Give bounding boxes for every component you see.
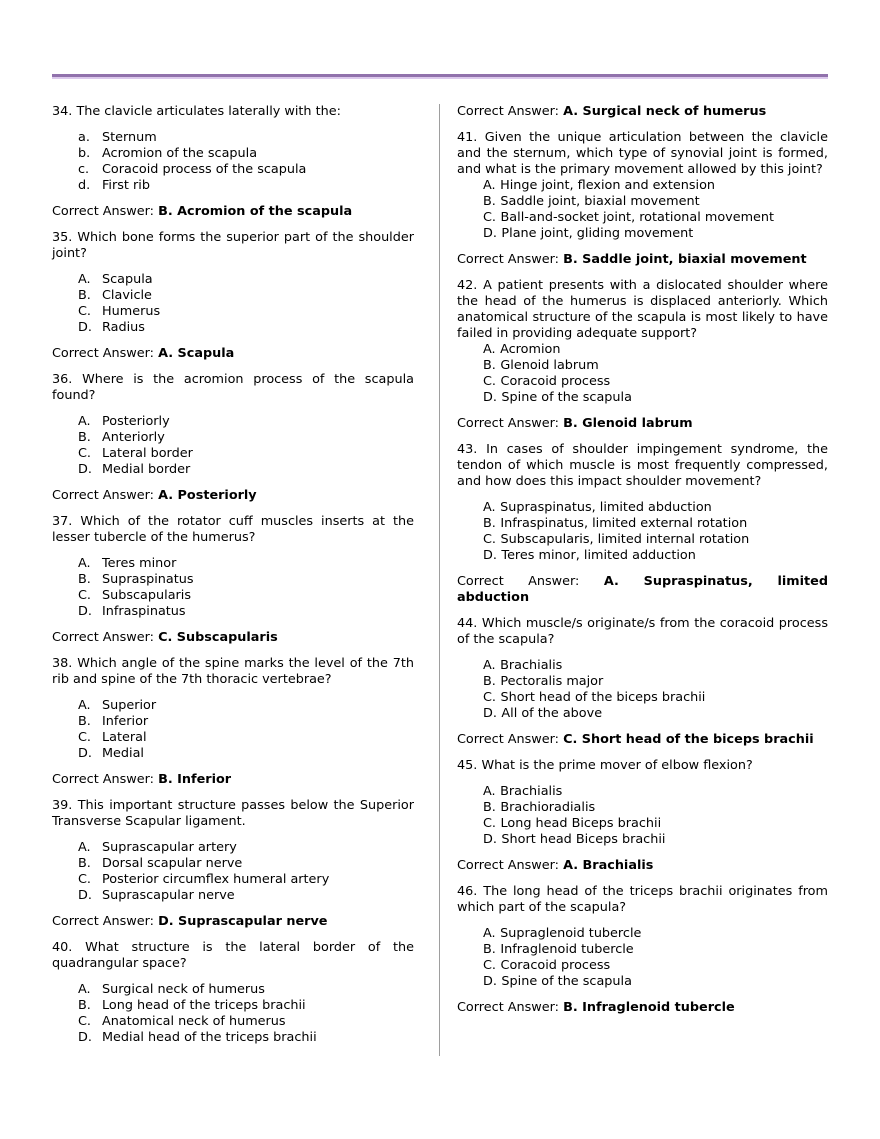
- option-item: [483, 926, 828, 942]
- question-text: [52, 656, 414, 688]
- correct-answer-label: Correct Answer:: [52, 630, 154, 645]
- option-item: [483, 658, 828, 674]
- option-letter: C.: [78, 446, 92, 461]
- option-text: Radius: [102, 320, 145, 335]
- question-number: 46.: [457, 884, 478, 899]
- question-text: [457, 130, 828, 178]
- option-item: [483, 784, 828, 800]
- option-text: Teres minor, limited adduction: [501, 548, 696, 563]
- question-number: 39.: [52, 798, 73, 813]
- option-letter: A.: [78, 840, 91, 855]
- option-letter: D.: [78, 746, 92, 761]
- option-item: [78, 146, 414, 162]
- question-text-content: This important structure passes below the Superior Transverse Scapular ligament.: [52, 798, 414, 829]
- option-text: Suprascapular nerve: [102, 888, 235, 903]
- option-item: [78, 178, 414, 194]
- option-text: Superior: [102, 698, 157, 713]
- option-text: Posteriorly: [102, 414, 170, 429]
- question-text-content: Which bone forms the superior part of the shoulder joint?: [52, 230, 414, 261]
- option-text: Humerus: [102, 304, 161, 319]
- correct-answer-value: B. Inferior: [158, 772, 232, 787]
- option-text: Supraspinatus, limited abduction: [500, 500, 712, 515]
- option-text: Medial border: [102, 462, 191, 477]
- option-letter: A.: [78, 414, 91, 429]
- option-text: Brachialis: [500, 784, 563, 799]
- question-block: [52, 798, 414, 930]
- option-item: [483, 706, 828, 722]
- question-text: [52, 940, 414, 972]
- option-item: [483, 342, 828, 358]
- option-item: [483, 374, 828, 390]
- option-letter: C.: [483, 958, 497, 973]
- option-text: Coracoid process: [500, 958, 611, 973]
- question-number: 35.: [52, 230, 73, 245]
- correct-answer-label: Correct Answer:: [457, 732, 559, 747]
- option-text: Inferior: [102, 714, 149, 729]
- correct-answer-label: Correct Answer:: [457, 1000, 559, 1015]
- option-item: [483, 500, 828, 516]
- question-number: 43.: [457, 442, 478, 457]
- option-letter: A.: [483, 500, 496, 515]
- correct-answer-line: [52, 346, 414, 362]
- option-text: Suprascapular artery: [102, 840, 237, 855]
- option-item: [78, 462, 414, 478]
- option-text: All of the above: [501, 706, 603, 721]
- option-item: [483, 226, 828, 242]
- option-text: Anteriorly: [102, 430, 165, 445]
- option-item: [78, 304, 414, 320]
- options-list: [457, 178, 828, 242]
- option-item: [78, 130, 414, 146]
- question-text: [52, 798, 414, 830]
- question-block: [457, 758, 828, 874]
- option-text: Hinge joint, flexion and extension: [500, 178, 716, 193]
- option-item: [483, 816, 828, 832]
- option-item: [78, 320, 414, 336]
- option-letter: c.: [78, 162, 90, 177]
- option-text: Lateral: [102, 730, 147, 745]
- option-letter: B.: [78, 998, 91, 1013]
- options-list: [52, 698, 414, 762]
- option-item: [78, 872, 414, 888]
- correct-answer-label: Correct Answer:: [52, 772, 154, 787]
- option-item: [78, 272, 414, 288]
- question-number: 45.: [457, 758, 478, 773]
- option-letter: D.: [78, 462, 92, 477]
- option-letter: D.: [78, 1030, 92, 1045]
- option-text: Subscapularis, limited internal rotation: [500, 532, 750, 547]
- correct-answer-line: [52, 772, 414, 788]
- option-letter: A.: [483, 178, 496, 193]
- option-text: Short head of the biceps brachii: [500, 690, 706, 705]
- correct-answer-value: B. Glenoid labrum: [563, 416, 693, 431]
- question-text: [52, 230, 414, 262]
- option-item: [78, 588, 414, 604]
- question-block: [52, 940, 414, 1046]
- question-text-content: Where is the acromion process of the scapula found?: [52, 372, 414, 403]
- question-block: [52, 372, 414, 504]
- option-text: Long head of the triceps brachii: [102, 998, 306, 1013]
- question-text-content: In cases of shoulder impingement syndrome, the tendon of which muscle is most frequently compressed, and how does this impact shoulder movement?: [457, 442, 828, 489]
- option-text: First rib: [102, 178, 150, 193]
- options-list: [457, 342, 828, 406]
- option-letter: C.: [483, 690, 497, 705]
- option-letter: C.: [483, 374, 497, 389]
- correct-answer-line: [52, 914, 414, 930]
- question-number: 44.: [457, 616, 478, 631]
- correct-answer-label: Correct Answer:: [457, 574, 580, 589]
- option-letter: B.: [78, 288, 91, 303]
- option-text: Acromion of the scapula: [102, 146, 258, 161]
- options-list: [457, 926, 828, 990]
- option-item: [483, 800, 828, 816]
- option-item: [78, 840, 414, 856]
- correct-answer-label: Correct Answer:: [457, 104, 559, 119]
- correct-answer-line: [457, 252, 828, 268]
- option-letter: B.: [483, 800, 496, 815]
- option-text: Surgical neck of humerus: [102, 982, 265, 997]
- question-text-content: A patient presents with a dislocated shoulder where the head of the humerus is displaced anteriorly. Which anatomical structure of the scapula is most likely to have failed in providing adequate support?: [457, 278, 828, 341]
- option-letter: C.: [78, 588, 92, 603]
- question-number: 38.: [52, 656, 73, 671]
- correct-answer-value: C. Short head of the biceps brachii: [563, 732, 814, 747]
- option-letter: d.: [78, 178, 91, 193]
- option-item: [483, 548, 828, 564]
- question-number: 42.: [457, 278, 478, 293]
- question-text-content: What is the prime mover of elbow flexion?: [481, 758, 753, 773]
- question-text: [52, 104, 414, 120]
- option-text: Medial: [102, 746, 144, 761]
- question-block: [52, 514, 414, 646]
- correct-answer-line: [457, 416, 828, 432]
- option-letter: B.: [78, 856, 91, 871]
- correct-answer-line: [52, 204, 414, 220]
- option-item: [78, 998, 414, 1014]
- option-text: Medial head of the triceps brachii: [102, 1030, 317, 1045]
- option-text: Dorsal scapular nerve: [102, 856, 243, 871]
- correct-answer-value: A. Posteriorly: [158, 488, 257, 503]
- option-letter: B.: [483, 516, 496, 531]
- option-item: [78, 1030, 414, 1046]
- option-item: [78, 730, 414, 746]
- option-letter: B.: [483, 358, 496, 373]
- options-list: [52, 556, 414, 620]
- correct-answer-label: Correct Answer:: [52, 488, 154, 503]
- option-letter: A.: [78, 698, 91, 713]
- option-item: [483, 210, 828, 226]
- option-letter: A.: [483, 658, 496, 673]
- question-text-content: Given the unique articulation between the clavicle and the sternum, which type of synovial joint is formed, and what is the primary movement allowed by this joint?: [457, 130, 828, 177]
- option-item: [78, 572, 414, 588]
- option-letter: B.: [78, 430, 91, 445]
- option-letter: D.: [78, 888, 92, 903]
- question-block: [457, 278, 828, 432]
- question-text-content: The clavicle articulates laterally with the:: [76, 104, 341, 119]
- question-number: 40.: [52, 940, 73, 955]
- correct-answer-line: [52, 488, 414, 504]
- correct-answer-line: [457, 858, 828, 874]
- option-item: [483, 958, 828, 974]
- correct-answer-line: [52, 630, 414, 646]
- option-letter: C.: [483, 210, 497, 225]
- correct-answer-value: B. Infraglenoid tubercle: [563, 1000, 735, 1015]
- option-text: Teres minor: [102, 556, 177, 571]
- option-letter: D.: [483, 548, 497, 563]
- option-text: Infraspinatus, limited external rotation: [500, 516, 748, 531]
- option-item: [483, 390, 828, 406]
- correct-answer-line: [457, 1000, 828, 1016]
- question-block: [457, 616, 828, 748]
- option-letter: A.: [78, 556, 91, 571]
- option-item: [483, 690, 828, 706]
- option-item: [78, 430, 414, 446]
- option-item: [78, 746, 414, 762]
- correct-answer-label: Correct Answer:: [52, 346, 154, 361]
- option-item: [78, 1014, 414, 1030]
- correct-answer-value: B. Saddle joint, biaxial movement: [563, 252, 807, 267]
- question-text: [457, 616, 828, 648]
- option-text: Subscapularis: [102, 588, 192, 603]
- option-letter: A.: [483, 784, 496, 799]
- option-text: Saddle joint, biaxial movement: [500, 194, 700, 209]
- option-letter: C.: [78, 872, 92, 887]
- option-item: [483, 178, 828, 194]
- option-letter: D.: [483, 390, 497, 405]
- option-letter: C.: [78, 304, 92, 319]
- options-list: [457, 500, 828, 564]
- option-letter: B.: [483, 674, 496, 689]
- left-column: [52, 104, 414, 1056]
- options-list: [52, 414, 414, 478]
- page-content: [52, 104, 828, 1056]
- option-text: Brachioradialis: [500, 800, 596, 815]
- question-text-content: Which angle of the spine marks the level of the 7th rib and spine of the 7th thoracic vertebrae?: [52, 656, 414, 687]
- option-letter: D.: [483, 832, 497, 847]
- correct-answer-value: A. Scapula: [158, 346, 235, 361]
- option-letter: a.: [78, 130, 90, 145]
- option-text: Short head Biceps brachii: [501, 832, 666, 847]
- right-column: [457, 104, 828, 1056]
- options-list: [52, 130, 414, 194]
- option-text: Spine of the scapula: [501, 974, 632, 989]
- question-text: [52, 372, 414, 404]
- options-list: [52, 840, 414, 904]
- option-letter: D.: [78, 320, 92, 335]
- option-letter: b.: [78, 146, 91, 161]
- options-list: [52, 982, 414, 1046]
- question-text: [457, 884, 828, 916]
- option-letter: A.: [78, 982, 91, 997]
- option-item: [483, 358, 828, 374]
- correct-answer-value: A. Supraspinatus, limited abduction: [457, 574, 828, 605]
- option-item: [78, 556, 414, 572]
- option-text: Supraglenoid tubercle: [500, 926, 642, 941]
- option-item: [78, 714, 414, 730]
- correct-answer-line: [457, 732, 828, 748]
- header-rule: [52, 74, 828, 79]
- option-item: [78, 888, 414, 904]
- option-letter: C.: [483, 532, 497, 547]
- options-list: [457, 658, 828, 722]
- option-letter: C.: [78, 1014, 92, 1029]
- option-text: Infraglenoid tubercle: [500, 942, 634, 957]
- question-number: 34.: [52, 104, 73, 119]
- option-text: Sternum: [102, 130, 157, 145]
- question-block: [457, 442, 828, 606]
- option-text: Coracoid process of the scapula: [102, 162, 307, 177]
- option-letter: D.: [78, 604, 92, 619]
- correct-answer-line: [457, 574, 828, 606]
- option-item: [78, 446, 414, 462]
- question-number: 41.: [457, 130, 478, 145]
- column-divider: [439, 104, 440, 1056]
- correct-answer-value: B. Acromion of the scapula: [158, 204, 353, 219]
- option-text: Infraspinatus: [102, 604, 186, 619]
- option-letter: B.: [78, 714, 91, 729]
- question-block: [52, 230, 414, 362]
- options-list: [457, 784, 828, 848]
- question-block: [457, 104, 828, 120]
- option-text: Scapula: [102, 272, 153, 287]
- question-text-content: What structure is the lateral border of the quadrangular space?: [52, 940, 414, 971]
- question-text-content: The long head of the triceps brachii originates from which part of the scapula?: [457, 884, 828, 915]
- question-number: 36.: [52, 372, 73, 387]
- option-text: Glenoid labrum: [500, 358, 599, 373]
- option-item: [483, 532, 828, 548]
- option-item: [483, 674, 828, 690]
- option-item: [78, 414, 414, 430]
- option-text: Ball-and-socket joint, rotational movement: [500, 210, 775, 225]
- correct-answer-line: [457, 104, 828, 120]
- question-text: [52, 514, 414, 546]
- correct-answer-value: D. Suprascapular nerve: [158, 914, 328, 929]
- option-text: Spine of the scapula: [501, 390, 632, 405]
- correct-answer-value: A. Surgical neck of humerus: [563, 104, 767, 119]
- option-text: Clavicle: [102, 288, 152, 303]
- option-item: [78, 162, 414, 178]
- question-text: [457, 758, 828, 774]
- option-text: Lateral border: [102, 446, 193, 461]
- option-item: [483, 974, 828, 990]
- option-item: [78, 856, 414, 872]
- option-item: [483, 194, 828, 210]
- correct-answer-value: A. Brachialis: [563, 858, 654, 873]
- option-item: [483, 832, 828, 848]
- correct-answer-label: Correct Answer:: [52, 914, 154, 929]
- option-letter: A.: [483, 342, 496, 357]
- option-letter: D.: [483, 226, 497, 241]
- option-text: Acromion: [500, 342, 561, 357]
- option-text: Anatomical neck of humerus: [102, 1014, 286, 1029]
- option-letter: C.: [483, 816, 497, 831]
- option-item: [483, 942, 828, 958]
- option-item: [483, 516, 828, 532]
- option-text: Supraspinatus: [102, 572, 194, 587]
- correct-answer-label: Correct Answer:: [457, 252, 559, 267]
- options-list: [52, 272, 414, 336]
- option-item: [78, 698, 414, 714]
- question-number: 37.: [52, 514, 73, 529]
- question-block: [457, 130, 828, 268]
- option-item: [78, 982, 414, 998]
- option-letter: D.: [483, 706, 497, 721]
- question-text: [457, 278, 828, 342]
- option-text: Posterior circumflex humeral artery: [102, 872, 330, 887]
- option-letter: C.: [78, 730, 92, 745]
- question-block: [457, 884, 828, 1016]
- correct-answer-label: Correct Answer:: [52, 204, 154, 219]
- option-letter: B.: [483, 194, 496, 209]
- option-letter: D.: [483, 974, 497, 989]
- correct-answer-value: C. Subscapularis: [158, 630, 278, 645]
- option-text: Long head Biceps brachii: [500, 816, 662, 831]
- option-letter: A.: [483, 926, 496, 941]
- question-text-content: Which of the rotator cuff muscles inserts at the lesser tubercle of the humerus?: [52, 514, 414, 545]
- option-item: [78, 288, 414, 304]
- option-letter: A.: [78, 272, 91, 287]
- question-text-content: Which muscle/s originate/s from the coracoid process of the scapula?: [457, 616, 828, 647]
- correct-answer-label: Correct Answer:: [457, 416, 559, 431]
- question-block: [52, 656, 414, 788]
- question-block: [52, 104, 414, 220]
- option-text: Brachialis: [500, 658, 563, 673]
- option-item: [78, 604, 414, 620]
- option-letter: B.: [483, 942, 496, 957]
- question-text: [457, 442, 828, 490]
- option-letter: B.: [78, 572, 91, 587]
- correct-answer-label: Correct Answer:: [457, 858, 559, 873]
- option-text: Coracoid process: [500, 374, 611, 389]
- option-text: Pectoralis major: [500, 674, 604, 689]
- option-text: Plane joint, gliding movement: [501, 226, 694, 241]
